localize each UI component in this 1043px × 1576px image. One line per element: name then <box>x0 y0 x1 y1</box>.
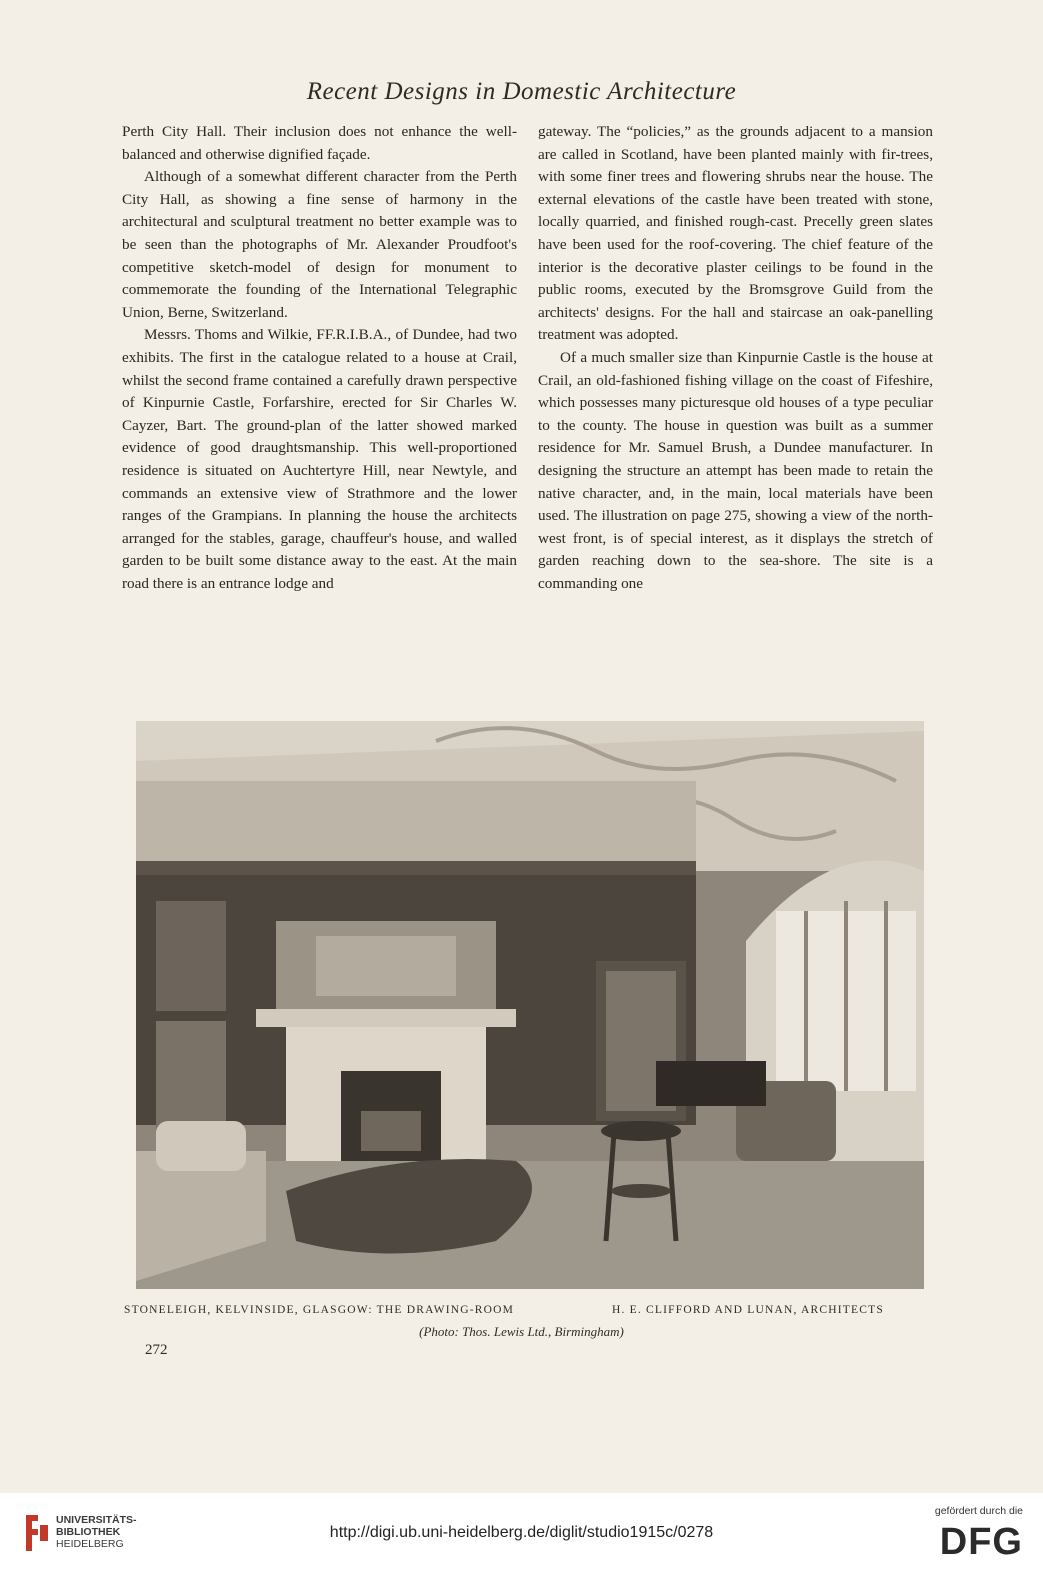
running-head: Recent Designs in Domestic Architecture <box>306 78 737 105</box>
photo-caption: STONELEIGH, KELVINSIDE, GLASGOW: THE DRAWING-ROOM <box>124 1304 515 1316</box>
left-text-column <box>122 121 517 595</box>
page-number: 272 <box>145 1342 168 1358</box>
photo-credit: (Photo: Thos. Lewis Ltd., Birmingham) <box>419 1324 624 1339</box>
architect-credit: H. E. CLIFFORD AND LUNAN, ARCHITECTS <box>612 1304 884 1316</box>
library-name-line: BIBLIOTHEK <box>56 1526 121 1538</box>
dfg-logo: DFG <box>939 1521 1023 1563</box>
library-name-line: HEIDELBERG <box>56 1538 124 1550</box>
library-name-line: UNIVERSITÄTS- <box>56 1514 137 1526</box>
right-text-column <box>538 121 933 595</box>
drawing-room-photograph <box>136 721 924 1289</box>
paragraph: Messrs. Thoms and Wilkie, FF.R.I.B.A., of Dundee, had two exhibits. The first in the catalogue related to a house at Crail, whilst the second frame contained a carefully drawn perspective of Kinpurnie Castle, Forfarshire, erected for Sir Charles W. Cayzer, Bart. The ground-plan of the latter showed marked evidence of good draughtsmanship. This well-proportioned residence is situated on Auchtertyre Hill, near Newtyle, and commands an extensive view of Strathmore and the lower ranges of the Grampians. In planning the house the architects arranged for the stables, garage, chauffeur's house, and walled garden to be built some distance away to the east. At the main road there is an entrance lodge and <box>122 326 517 592</box>
paragraph: gateway. The “policies,” as the grounds adjacent to a mansion are called in Scotland, have been planted mainly with fir-trees, with some finer trees and flowering shrubs near the house. The external elevations of the castle have been treated with stone, locally quarried, and finished rough-cast. Precelly green slates have been used for the roof-covering. The chief feature of the interior is the decorative plaster ceilings to be found in the public rooms, executed by the Bromsgrove Guild from the architects' designs. For the hall and staircase an oak-panelling treatment was adopted. <box>538 123 933 344</box>
paragraph: Of a much smaller size than Kinpurnie Castle is the house at Crail, an old-fashioned fishing village on the coast of Fifeshire, which possesses many picturesque old houses of a type peculiar to the county. The house in question was built as a summer residence for Mr. Samuel Brush, a Dundee manufacturer. In designing the structure an attempt has been made to retain the native character, and, in the main, local materials have been used. The illustration on page 275, showing a view of the north-west front, is of special interest, as it displays the stretch of garden reaching down to the sea-shore. The site is a commanding one <box>538 348 933 592</box>
digitization-footer <box>0 1493 1043 1576</box>
permalink-url[interactable]: http://digi.ub.uni-heidelberg.de/diglit/studio1915c/0278 <box>329 1524 714 1541</box>
funding-label: gefördert durch die <box>934 1505 1023 1517</box>
paragraph: Perth City Hall. Their inclusion does not enhance the well-balanced and otherwise dignified façade. <box>122 123 517 163</box>
paragraph: Although of a somewhat different character from the Perth City Hall, as showing a fine sense of harmony in the architectural and sculptural treatment no better example was to be seen than the photographs of Mr. Alexander Proudfoot's competitive sketch-model of design for monument to commemorate the founding of the International Telegraphic Union, Berne, Switzerland. <box>122 168 517 321</box>
